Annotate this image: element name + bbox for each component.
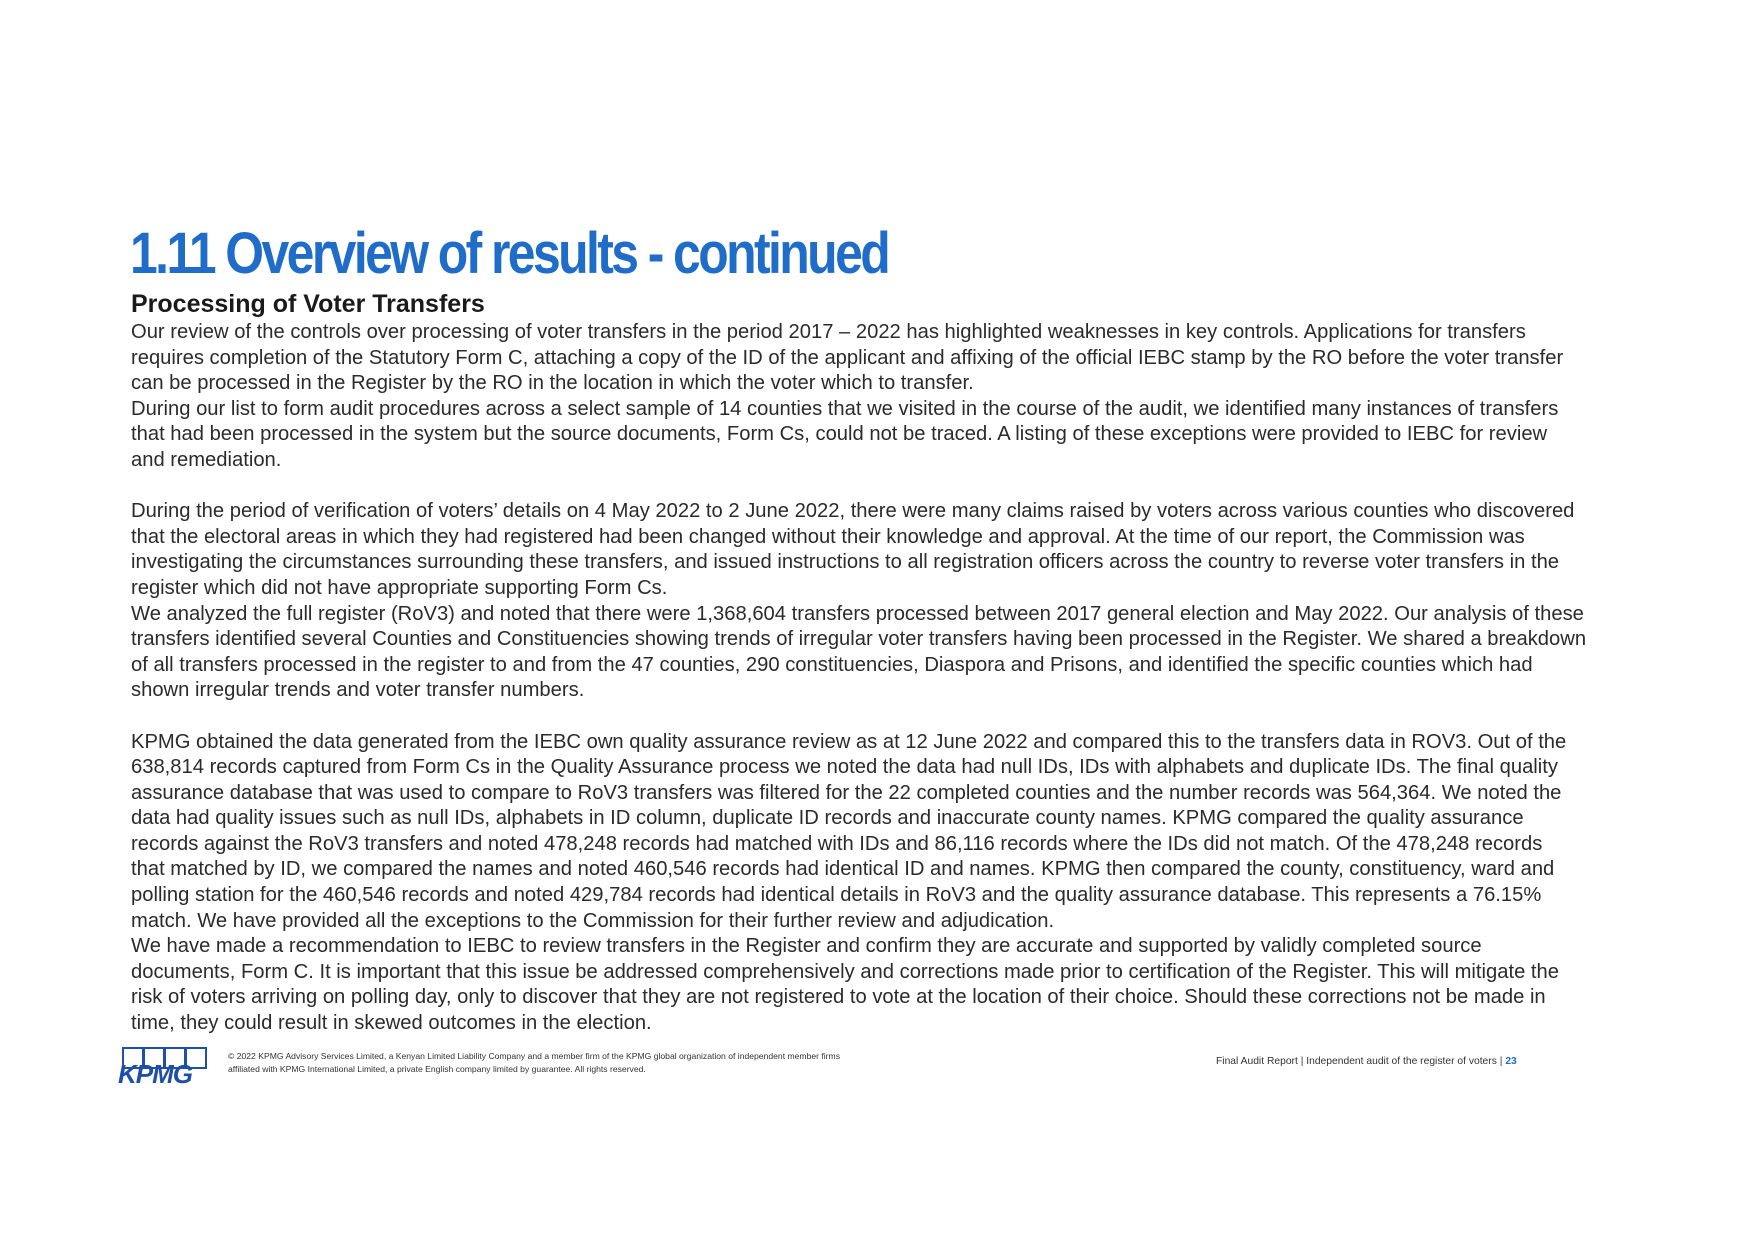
report-label: Final Audit Report | Independent audit of the register of voters — [1216, 1056, 1497, 1067]
paragraph — [131, 730, 1691, 935]
paragraph — [131, 934, 1691, 1036]
paragraph — [131, 602, 1691, 704]
text-line: We analyzed the full register (RoV3) and noted that there were 1,368,604 transfers processed between 2017 general election and May 2022. Our analysis of these — [131, 602, 1584, 625]
copyright-line: © 2022 KPMG Advisory Services Limited, a Kenyan Limited Liability Company and a member firm of the KPMG global organization of independent member firms — [228, 1051, 841, 1061]
text-line: transfers identified several Counties and Constituencies showing trends of irregular voter transfers having been processed in the Register. We shared a breakdown — [131, 628, 1587, 651]
text-line: risk of voters arriving on polling day, only to discover that they are not registered to vote at the location of their choice. Should these corrections not be made in — [131, 986, 1546, 1009]
text-line: polling station for the 460,546 records and noted 429,784 records had identical details in RoV3 and the quality assurance database. This represents a 76.15% — [131, 884, 1542, 907]
text-line: can be processed in the Register by the RO in the location in which the voter which to transfer. — [131, 372, 974, 395]
text-line: data had quality issues such as null IDs, alphabets in ID column, duplicate ID records and inaccurate county names. KPMG compared the quality assurance — [131, 807, 1524, 830]
text-line: shown irregular trends and voter transfer numbers. — [131, 679, 585, 702]
text-line: that matched by ID, we compared the names and noted 460,546 records had identical ID and names. KPMG then compared the county, constituency, ward and — [131, 858, 1555, 881]
text-line: match. We have provided all the exceptions to the Commission for their further review and adjudication. — [131, 909, 1055, 932]
text-line: of all transfers processed in the register to and from the 47 counties, 290 constituencies, Diaspora and Prisons, and identified the specific counties which had — [131, 653, 1533, 676]
text-line: that had been processed in the system but the source documents, Form Cs, could not be traced. A listing of these exceptions were provided to IEBC for review — [131, 423, 1548, 446]
page-title: 1.11 Overview of results - continued — [130, 221, 889, 286]
text-line: that the electoral areas in which they had registered had been changed without their knowledge and approval. At the time of our report, the Commission was — [131, 525, 1525, 548]
footer-copyright — [228, 1050, 1028, 1076]
text-line: time, they could result in skewed outcomes in the election. — [131, 1012, 652, 1035]
text-line: During our list to form audit procedures across a select sample of 14 counties that we visited in the course of the audit, we identified many instances of transfers — [131, 397, 1559, 420]
text-line: We have made a recommendation to IEBC to review transfers in the Register and confirm they are accurate and supported by validly completed source — [131, 935, 1482, 958]
text-line: KPMG obtained the data generated from the IEBC own quality assurance review as at 12 June 2022 and compared this to the transfers data in ROV3. Out of the — [131, 730, 1567, 753]
paragraph — [131, 397, 1691, 474]
paragraph — [131, 320, 1691, 397]
text-line: records against the RoV3 transfers and noted 478,248 records had matched with IDs and 86,116 records where the IDs did not match. Of the 478,248 records — [131, 832, 1543, 855]
logo-wordmark: KPMG — [118, 1059, 192, 1089]
page-separator: | — [1499, 1056, 1503, 1067]
page-number: 23 — [1505, 1056, 1517, 1067]
text-line: and remediation. — [131, 448, 282, 471]
body-text — [131, 320, 1691, 1037]
text-line: During the period of verification of voters’ details on 4 May 2022 to 2 June 2022, there were many claims raised by voters across various counties who discovered — [131, 500, 1575, 523]
text-line: requires completion of the Statutory Form C, attaching a copy of the ID of the applicant and affixing of the official IEBC stamp by the RO before the voter transfer — [131, 346, 1564, 369]
text-line: 638,814 records captured from Form Cs in the Quality Assurance process we noted the data had null IDs, IDs with alphabets and duplicate IDs. The final quality — [131, 756, 1558, 779]
kpmg-logo — [118, 1047, 210, 1089]
text-line: investigating the circumstances surrounding these transfers, and issued instructions to all registration officers across the country to reverse voter transfers in the — [131, 551, 1560, 574]
text-line: assurance database that was used to compare to RoV3 transfers was filtered for the 22 completed counties and the number records was 564,364. We noted the — [131, 781, 1562, 804]
section-subtitle: Processing of Voter Transfers — [131, 290, 485, 318]
footer-report-info — [1216, 1055, 1517, 1069]
paragraph — [131, 499, 1691, 601]
paragraph-spacer — [131, 474, 1691, 500]
paragraph-spacer — [131, 704, 1691, 730]
text-line: documents, Form C. It is important that this issue be addressed comprehensively and corrections made prior to certification of the Register. This will mitigate the — [131, 960, 1559, 983]
text-line: Our review of the controls over processing of voter transfers in the period 2017 – 2022 has highlighted weaknesses in key controls. Applications for transfers — [131, 321, 1526, 343]
text-line: register which did not have appropriate supporting Form Cs. — [131, 576, 668, 599]
copyright-line: affiliated with KPMG International Limited, a private English company limited by guarantee. All rights reserved. — [228, 1064, 646, 1074]
